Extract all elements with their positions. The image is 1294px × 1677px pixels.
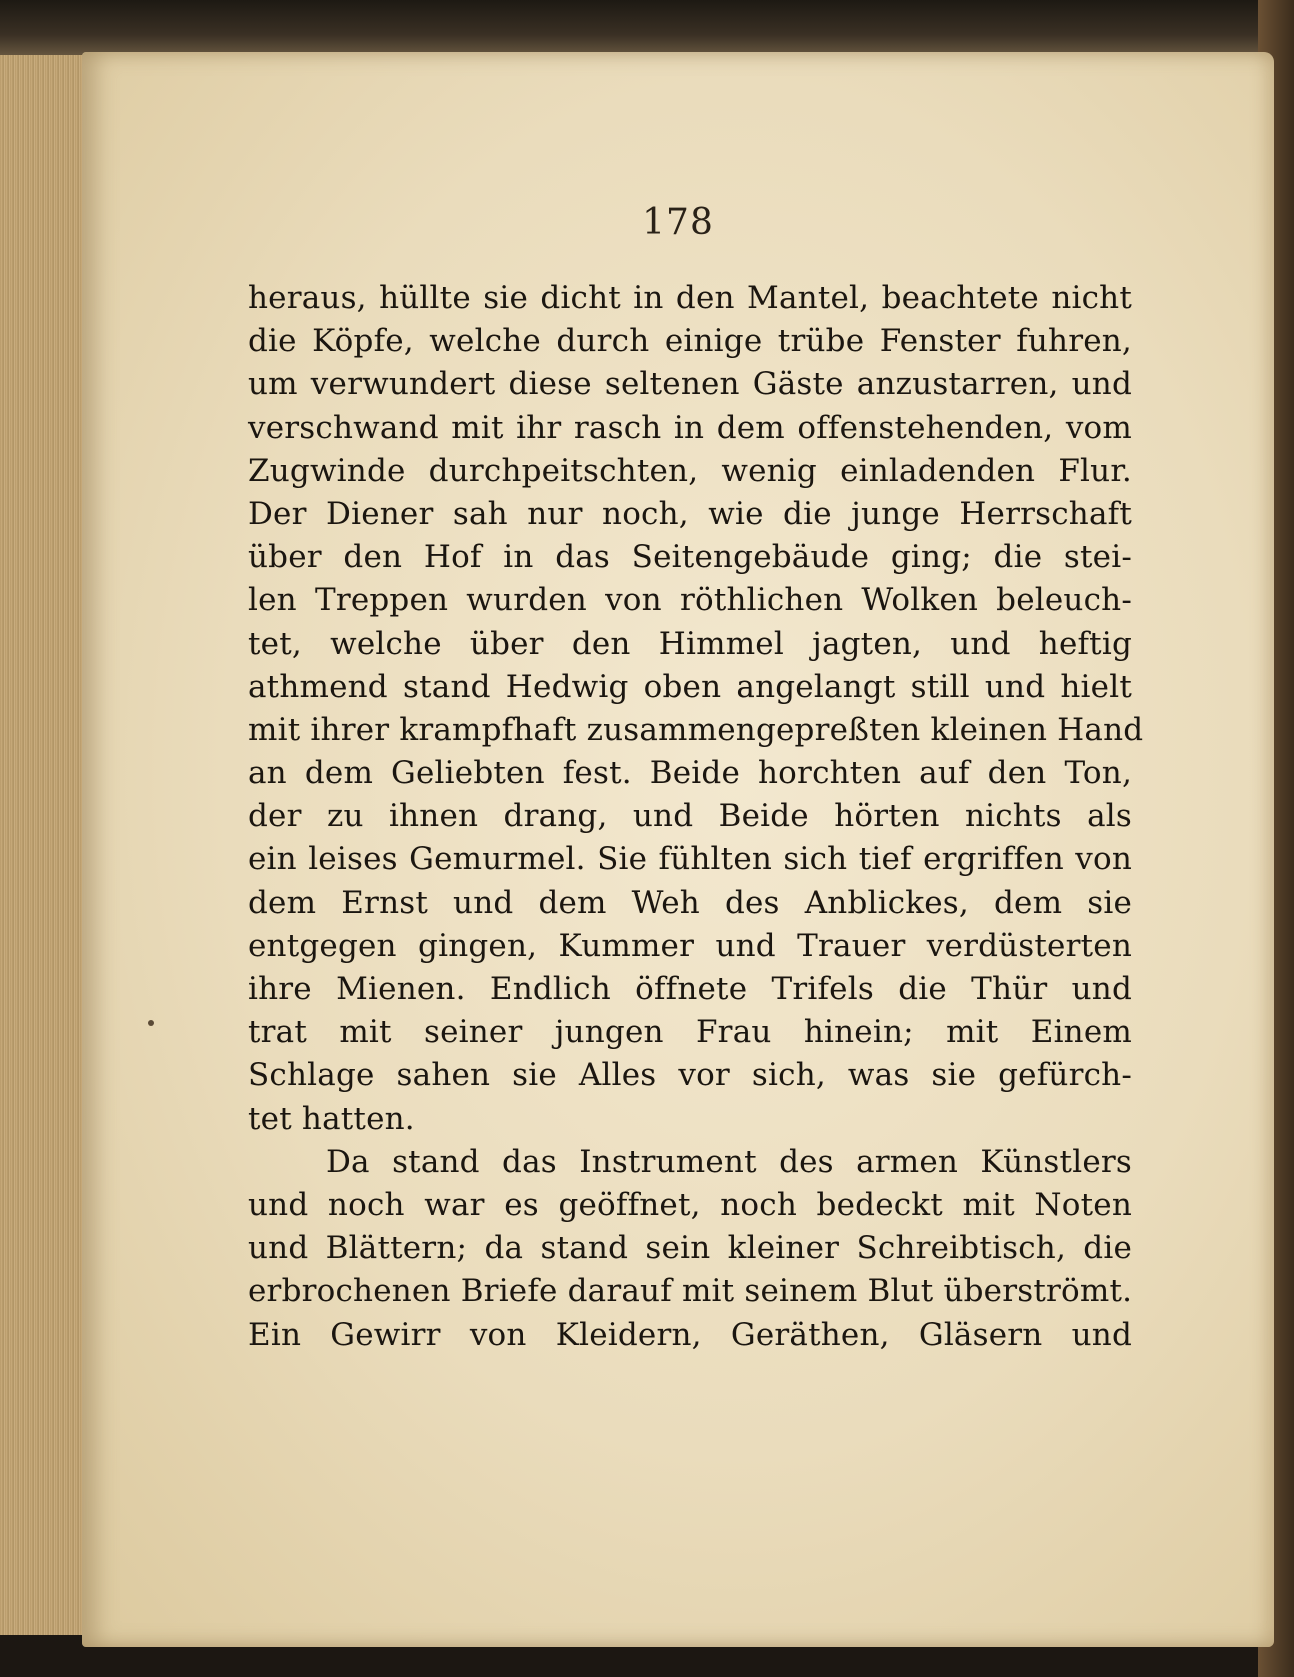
book-cover-top <box>0 0 1294 58</box>
text-line: heraus, hüllte sie dicht in den Mantel, beachtete nicht <box>248 280 1132 316</box>
text-line: Da stand das Instrument des armen Künstlers <box>326 1143 1132 1180</box>
text-line: trat mit seiner jungen Frau hinein; mit Einem <box>248 1014 1132 1051</box>
text-line: athmend stand Hedwig oben angelangt still und hielt <box>248 668 1132 705</box>
text-line: über den Hof in das Seitengebäude ging; die stei- <box>248 539 1132 576</box>
text-line: len Treppen wurden von röthlichen Wolken beleuch- <box>248 582 1132 619</box>
text-line: ihre Mienen. Endlich öffnete Trifels die Thür und <box>248 971 1132 1007</box>
text-line: Zugwinde durchpeitschten, wenig einladenden Flur. <box>248 452 1132 489</box>
text-line: tet hatten. <box>248 1100 415 1137</box>
text-line: und noch war es geöffnet, noch bedeckt mit Noten <box>248 1186 1132 1223</box>
text-line: die Köpfe, welche durch einige trübe Fenster fuhren, <box>248 323 1132 360</box>
text-line: tet, welche über den Himmel jagten, und heftig <box>248 625 1132 662</box>
text-line: der zu ihnen drang, und Beide hörten nichts als <box>248 798 1132 835</box>
text-line: und Blättern; da stand sein kleiner Schreibtisch, die <box>248 1230 1132 1267</box>
page-number: 178 <box>642 202 714 243</box>
text-line: mit ihrer krampfhaft zusammengepreßten kleinen Hand <box>248 711 1144 748</box>
text-line: Schlage sahen sie Alles vor sich, was sie gefürch- <box>248 1057 1132 1094</box>
text-block <box>248 277 1144 1357</box>
paragraph-1 <box>248 277 1144 1141</box>
book-page <box>82 52 1274 1647</box>
text-line: Ein Gewirr von Kleidern, Geräthen, Gläsern und <box>248 1316 1132 1353</box>
ink-spot <box>148 1020 154 1026</box>
text-line: Der Diener sah nur noch, wie die junge Herrschaft <box>248 495 1132 532</box>
text-line: an dem Geliebten fest. Beide horchten auf den Ton, <box>248 755 1132 792</box>
page-edges <box>0 55 94 1635</box>
text-line: entgegen gingen, Kummer und Trauer verdüsterten <box>248 927 1132 964</box>
text-line: um verwundert diese seltenen Gäste anzustarren, und <box>248 366 1132 403</box>
text-line: ein leises Gemurmel. Sie fühlten sich tief ergriffen von <box>248 841 1132 878</box>
text-line: erbrochenen Briefe darauf mit seinem Blut überströmt. <box>248 1273 1133 1310</box>
paragraph-2 <box>248 1141 1132 1357</box>
text-line: verschwand mit ihr rasch in dem offenstehenden, vom <box>248 409 1132 446</box>
text-line: dem Ernst und dem Weh des Anblickes, dem sie <box>248 884 1132 921</box>
